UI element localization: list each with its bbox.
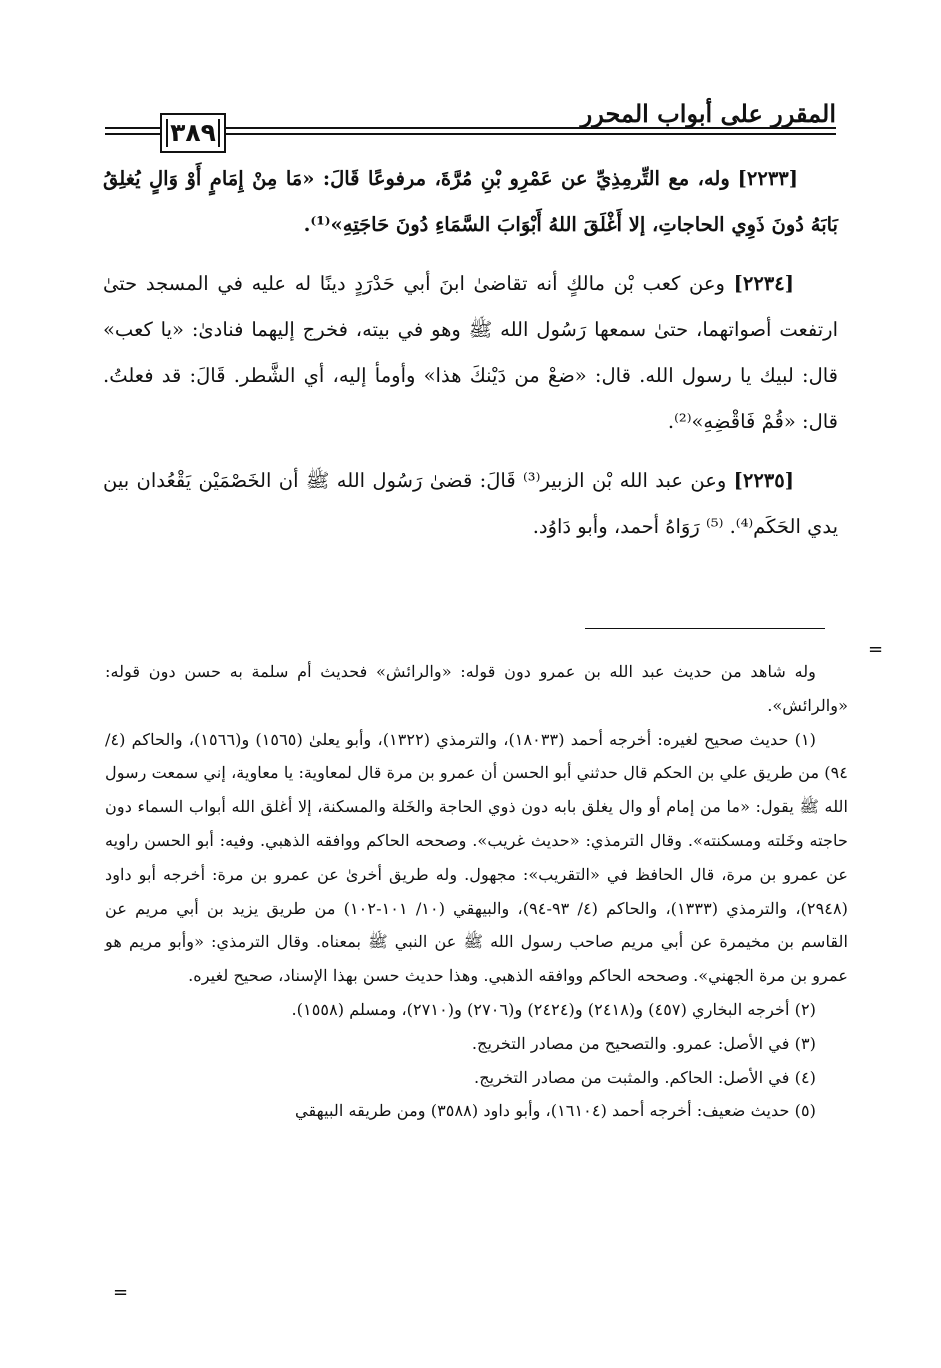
running-title: المقرر على أبواب المحرر <box>580 99 836 128</box>
hadith-2233 <box>103 156 838 248</box>
footnote-4: (٤) في الأصل: الحاكم. والمثبت من مصادر التخريج. <box>474 1067 816 1087</box>
continuation-mark-bottom: = <box>113 1282 129 1303</box>
hadith-text: وعن عبد الله بْن الزبير⁽³⁾ قَالَ: قضىٰ رَسُول الله ﷺ أن الخَصْمَيْن يَقْعُدان بين يدي الحَكَم⁽⁴⁾. ⁽⁵⁾ رَوَاهُ أحمد، وأبو دَاوُد. <box>103 469 838 538</box>
footnote-continuation: وله شاهد من حديث عبد الله بن عمرو دون قوله: «والرائش» فحديث أم سلمة به حسن دون قوله: «والرائش». <box>105 662 848 715</box>
hadith-number: [٢٢٣٥] <box>733 469 794 492</box>
hadith-number: [٢٢٣٤] <box>733 272 794 295</box>
footnote-1: (١) حديث صحيح لغيره: أخرجه أحمد (١٨٠٣٣)، والترمذي (١٣٢٢)، وأبو يعلىٰ (١٥٦٥) و(١٥٦٦)، والحاكم (٤/ ٩٤) من طريق علي بن الحكم قال حدثني أبو الحسن أن عمرو بن مرة قال لمعاوية: يا معاوية، إني سمعت رسول الله ﷺ يقول: «ما من إمام أو وال يغلق بابه دون ذوي الحاجة والخَلة والمسكنة، إلا أغلق الله أبواب السماء دون حاجته وخَلته ومسكنته». وقال الترمذي: «حديث غريب». وصححه الحاكم ووافقه الذهبي. وفيه: أبو الحسن راويه عن عمرو بن مرة، قال الحافظ في «التقريب»: مجهول. وله طريق أخرىٰ عن عمرو بن مرة: أخرجه أبو داود (٢٩٤٨)، والترمذي (١٣٣٣)، والحاكم (٤/ ٩٣-٩٤)، والبيهقي (١٠/ ١٠١-١٠٢) من طريق يزيد بن أبي مريم عن القاسم بن مخيمرة عن أبي مريم صاحب رسول الله ﷺ عن النبي ﷺ بمعناه. وقال الترمذي: «وأبو مريم هو عمرو بن مرة الجهني». وصححه الحاكم ووافقه الذهبي. وهذا حديث حسن بهذا الإسناد، صحيح لغيره. <box>105 729 848 986</box>
continuation-mark-top: = <box>868 639 884 660</box>
footnote-separator <box>585 628 825 629</box>
hadith-number: [٢٢٣٣] <box>737 167 799 190</box>
footnote-5: (٥) حديث ضعيف: أخرجه أحمد (١٦١٠٤)، وأبو داود (٣٥٨٨) ومن طريقه البيهقي <box>294 1101 816 1121</box>
footnote-3: (٣) في الأصل: عمرو. والتصحيح من مصادر التخريج. <box>471 1033 816 1053</box>
main-text <box>103 156 838 563</box>
footnotes <box>105 655 848 1128</box>
footnote-2: (٢) أخرجه البخاري (٤٥٧) و(٢٤١٨) و(٢٤٢٤) و(٢٧٠٦) و(٢٧١٠)، ومسلم (١٥٥٨). <box>291 999 816 1019</box>
page-number: ٣٨٩ <box>160 113 226 153</box>
hadith-text: وله، مع التِّرمِذِيِّ عن عَمْرِو بْنِ مُرَّةَ، مرفوعًا قَالَ: «مَا مِنْ إِمَامٍ أَوْ وَالٍ يُغلِقُ بَابَهُ دُونَ ذَوِي الحاجاتِ، إلا أَغْلَقَ اللهُ أَبْوَابَ السَّمَاءِ دُونَ حَاجَتِهِ»⁽¹⁾. <box>103 167 838 236</box>
hadith-text: وعن كعب بْن مالكٍ أنه تقاضىٰ ابنَ أبي حَدْرَدٍ دينًا له عليه في المسجد حتىٰ ارتفعت أصواتهما، حتىٰ سمعها رَسُول الله ﷺ وهو في بيته، فخرج إليهما فنادىٰ: «يا كعب» قال: لبيك يا رسول الله. قال: «ضعْ من دَيْنكَ هذا» وأومأ إليه، أي الشَّطر. قَالَ: قد فعلتُ. قال: «قُمْ فَاقْضِهِ»⁽²⁾. <box>103 272 838 433</box>
hadith-2234 <box>103 261 838 445</box>
hadith-2235 <box>103 458 838 550</box>
